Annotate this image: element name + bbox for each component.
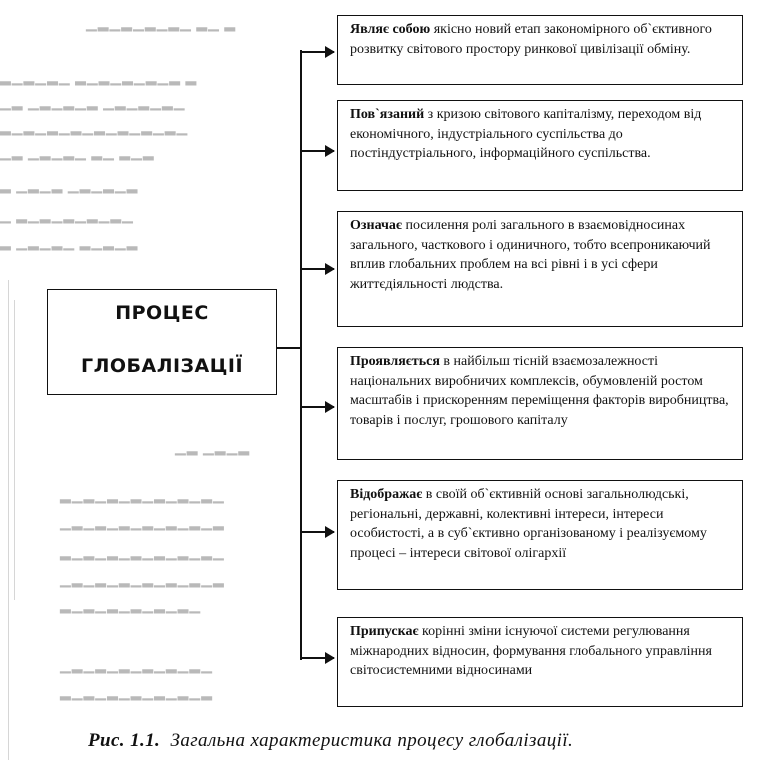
characteristic-box-3 xyxy=(337,211,743,327)
arrow-2 xyxy=(300,150,334,152)
box-text: в своїй об`єктивній основі загальнолюдські, регіональні, державні, колективні інтереси, інтереси особистості, а в суб`єктивно організованому і реалізуємому процесі – інтереси світової олігархії xyxy=(350,487,707,561)
box-lead: Відображає xyxy=(350,487,423,502)
center-title-line1: ПРОЦЕС xyxy=(115,302,209,324)
arrow-3 xyxy=(300,268,334,270)
arrow-5 xyxy=(300,531,334,533)
characteristic-box-5 xyxy=(337,480,743,590)
figure-caption xyxy=(88,730,573,752)
arrow-6 xyxy=(300,657,334,659)
arrow-1 xyxy=(300,51,334,53)
characteristic-box-4 xyxy=(337,347,743,460)
characteristic-box-1 xyxy=(337,15,743,85)
box-lead: Означає xyxy=(350,218,402,233)
box-lead: Проявляється xyxy=(350,354,440,369)
box-lead: Пов`язаний xyxy=(350,107,425,122)
box-text: якісно новий етап закономірного об`єктивного розвитку світового простору ринкової цивілізації обміну. xyxy=(350,22,712,57)
box-lead: Являє собою xyxy=(350,22,431,37)
box-lead: Припускає xyxy=(350,624,419,639)
box-text: посилення ролі загального в взаємовідносинах загального, часткового і одиничного, тобто всепроникаючий вплив глобальних проблем на всі рівні і в усі сфери життєдіяльності людства. xyxy=(350,218,711,292)
arrow-4 xyxy=(300,406,334,408)
box-text: з кризою світового капіталізму, переходом від економічного, індустріального суспільства до постіндустріального, інформаційного суспільства. xyxy=(350,107,702,161)
caption-label: Рис. 1.1. xyxy=(88,730,161,751)
connector-trunk xyxy=(300,50,302,660)
connector-stub xyxy=(277,347,301,349)
characteristic-box-6 xyxy=(337,617,743,707)
characteristic-box-2 xyxy=(337,100,743,191)
caption-text: Загальна характеристика процесу глобалізації. xyxy=(170,730,574,751)
process-globalization-box xyxy=(47,289,277,395)
center-title-line2: ГЛОБАЛІЗАЦІЇ xyxy=(80,355,244,377)
box-text: корінні зміни існуючої системи регулювання міжнародних відносин, формування глобального управління світосистемними відносинами xyxy=(350,624,712,678)
box-text: в найбільш тісній взаємозалежності національних виробничих комплексів, обумовленій ростом масштабів і прискоренням переміщення факторів виробництва, товарів і послуг, грошового капіталу xyxy=(350,354,729,428)
